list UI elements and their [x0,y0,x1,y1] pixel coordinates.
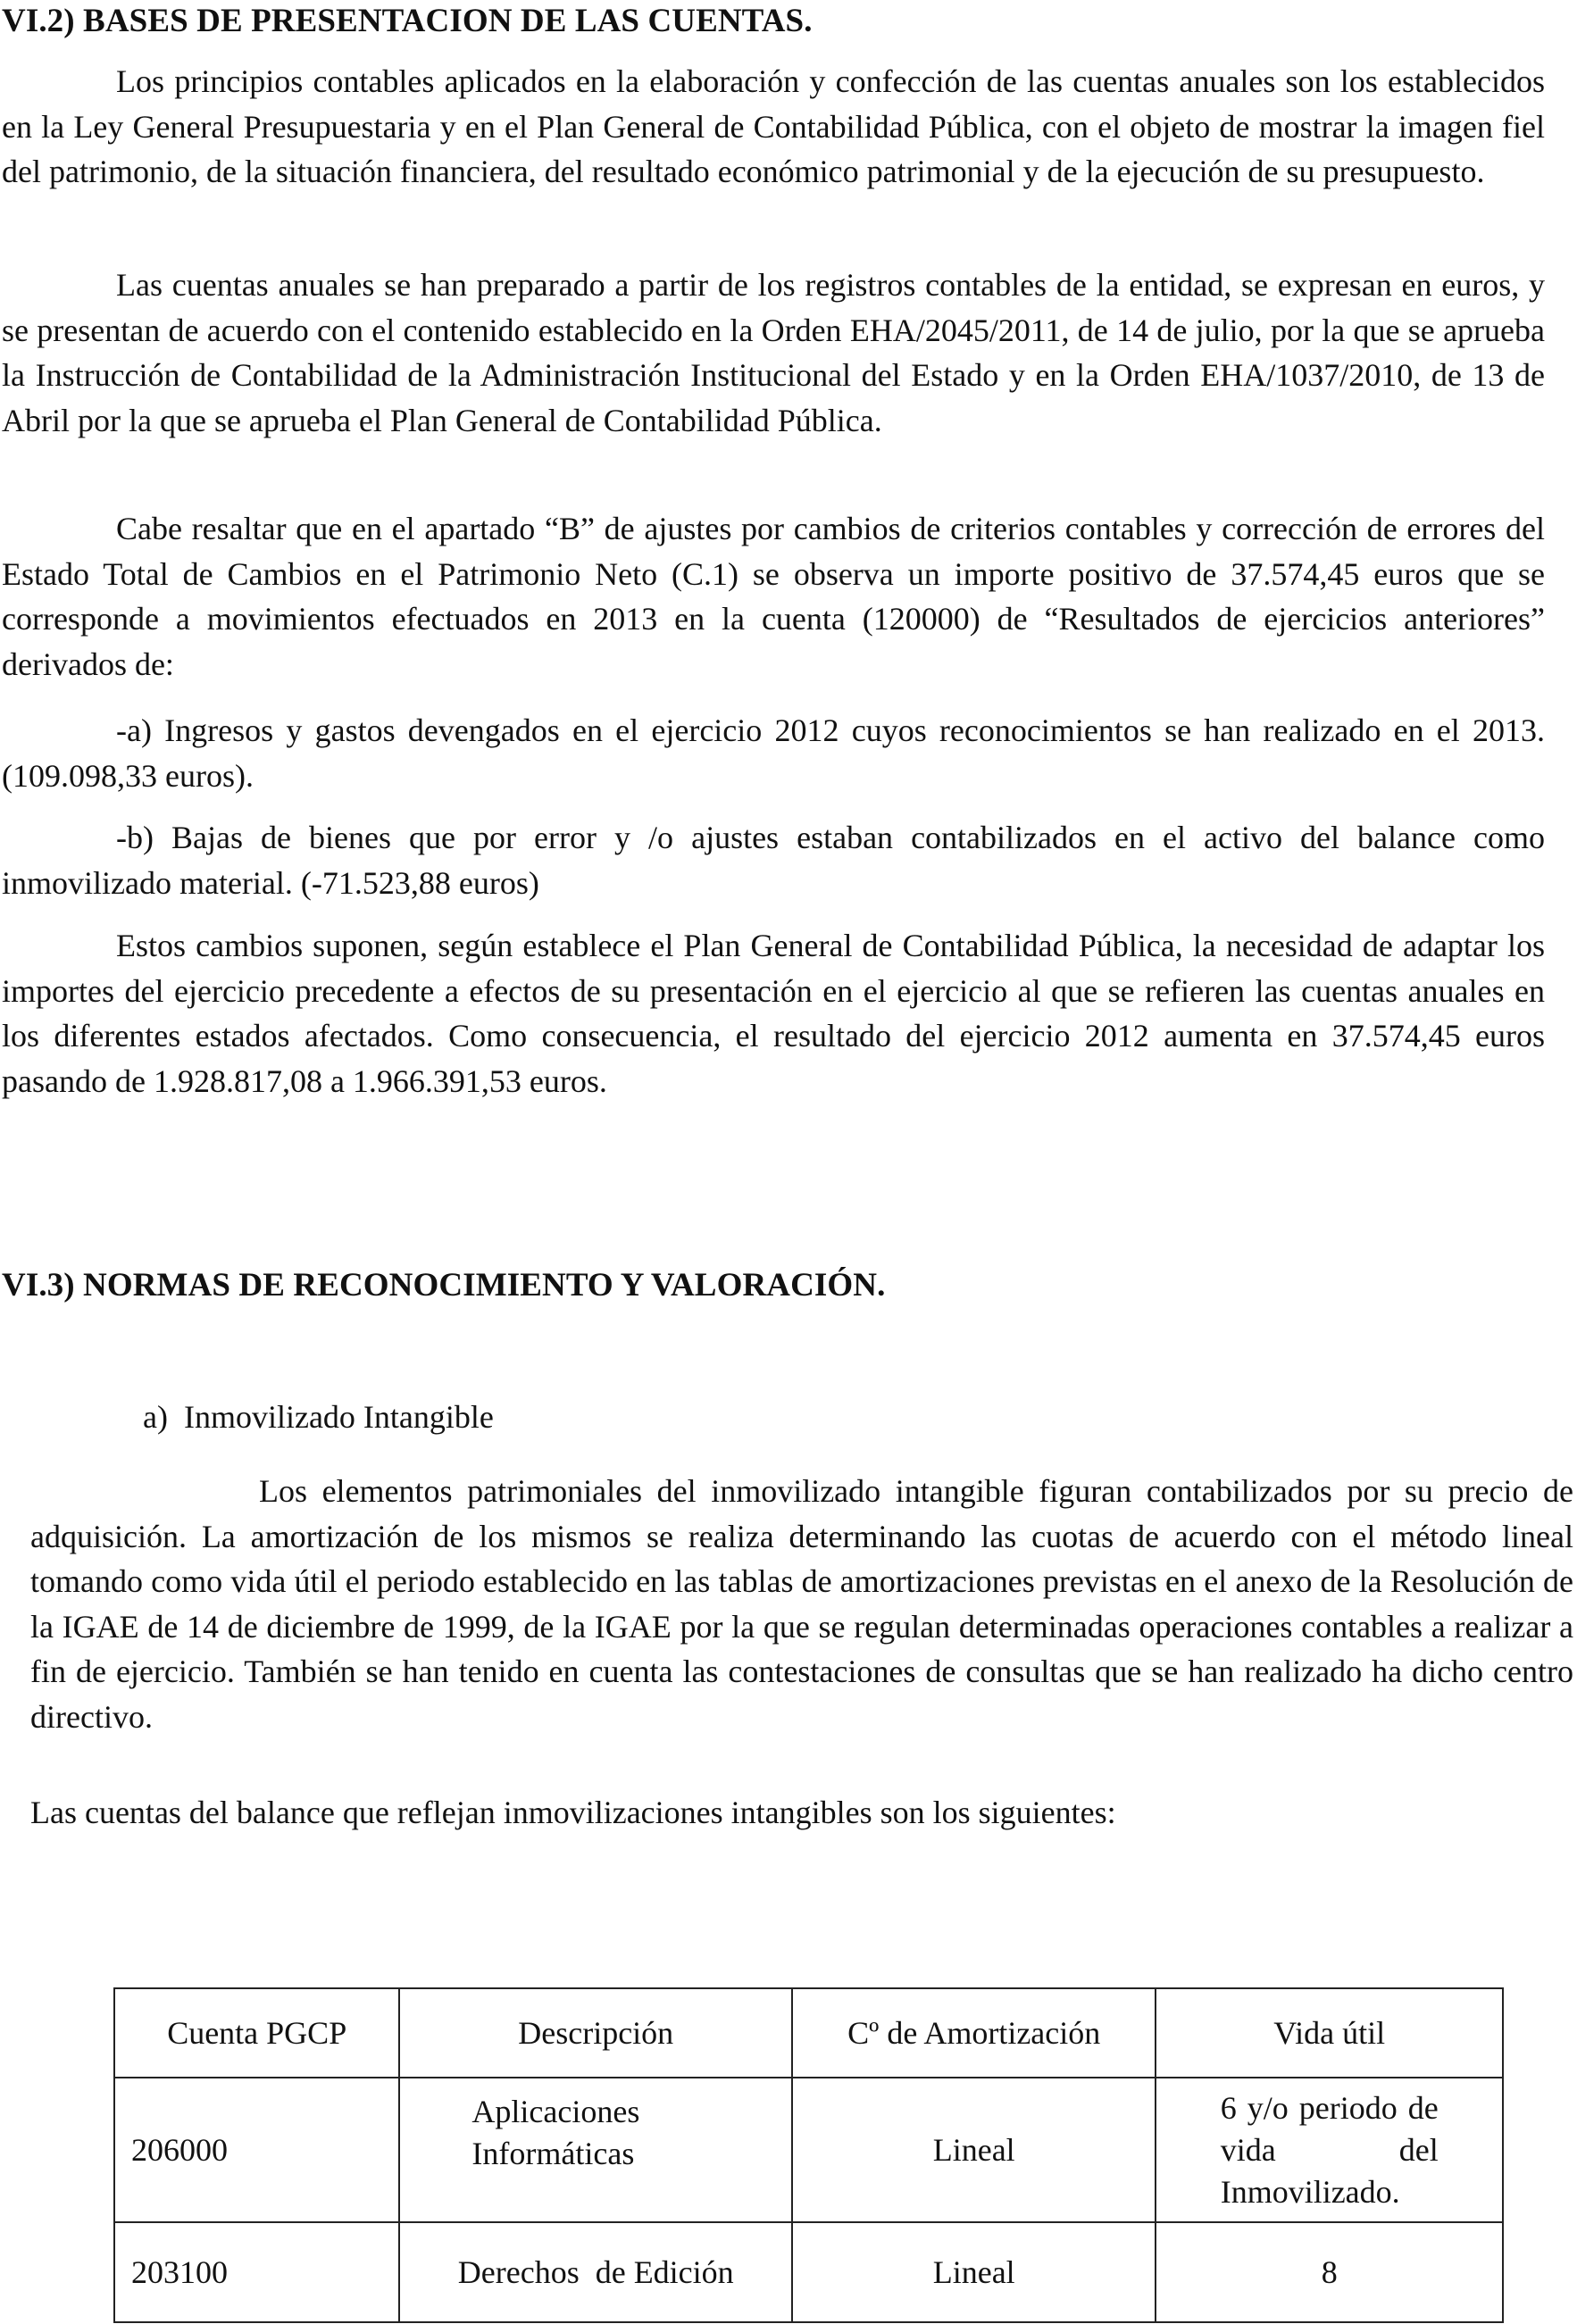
cell-cuenta: 203100 [114,2222,399,2322]
column-header-amortizacion: Cº de Amortización [792,1988,1156,2078]
paragraph-item-a: -a) Ingresos y gastos devengados en el ejercicio 2012 cuyos reconocimientos se han realizado en el 2013. (109.098,33 euros). [2,712,1545,794]
intangible-accounts-table [113,1987,1504,2323]
subheading-inmovilizado-intangible: a) Inmovilizado Intangible [143,1399,494,1435]
cell-vida-util [1156,2078,1503,2222]
cell-cuenta: 206000 [114,2078,399,2222]
paragraph-ajustes: Cabe resaltar que en el apartado “B” de ajustes por cambios de criterios contables y corrección de errores del Estado Total de Cambios en el Patrimonio Neto (C.1) se observa un importe positivo de 37.574,45 euros que se corresponde a movimientos efectuados en 2013 en la cuenta (120000) de “Resultados de ejercicios anteriores” derivados de: [2,511,1545,682]
column-header-vida-util: Vida útil [1156,1988,1503,2078]
cell-vida-util: 8 [1156,2222,1503,2322]
paragraph-item-b: -b) Bajas de bienes que por error y /o ajustes estaban contabilizados en el activo del balance como inmovilizado material. (-71.523,88 euros) [2,820,1545,901]
paragraph-elementos-patrimoniales: Los elementos patrimoniales del inmovilizado intangible figuran contabilizados por su precio de adquisición. La amortización de los mismos se realiza determinando las cuotas de acuerdo con el método lineal tomando como vida útil el periodo establecido en las tablas de amortizaciones previstas en el anexo de la Resolución de la IGAE de 14 de diciembre de 1999, de la IGAE por la que se regulan determinadas operaciones contables a realizar a fin de ejercicio. También se han tenido en cuenta las contestaciones de consultas que se han realizado ha dicho centro directivo. [30,1473,1573,1735]
paragraph-principios: Los principios contables aplicados en la elaboración y confección de las cuentas anuales son los establecidos en la Ley General Presupuestaria y en el Plan General de Contabilidad Pública, con el objeto de mostrar la imagen fiel del patrimonio, de la situación financiera, del resultado económico patrimonial y de la ejecución de su presupuesto. [2,63,1545,189]
table-row [114,2078,1503,2222]
paragraph-cuentas-anuales: Las cuentas anuales se han preparado a partir de los registros contables de la entidad, se expresan en euros, y se presentan de acuerdo con el contenido establecido en la Orden EHA/2045/2011, de 14 de julio, por la que se aprueba la Instrucción de Contabilidad de la Administración Institucional del Estado y en la Orden EHA/1037/2010, de 13 de Abril por la que se aprueba el Plan General de Contabilidad Pública. [2,267,1545,438]
cell-descripcion [399,2078,792,2222]
column-header-descripcion: Descripción [399,1988,792,2078]
cell-amortizacion: Lineal [792,2078,1156,2222]
paragraph-cambios: Estos cambios suponen, según establece el Plan General de Contabilidad Pública, la necesidad de adaptar los importes del ejercicio precedente a efectos de su presentación en el ejercicio al que se refieren las cuentas anuales en los diferentes estados afectados. Como consecuencia, el resultado del ejercicio 2012 aumenta en 37.574,45 euros pasando de 1.928.817,08 a 1.966.391,53 euros. [2,928,1545,1099]
section-heading-bases: VI.2) BASES DE PRESENTACION DE LAS CUENTAS. [2,3,813,39]
vida-util-text: 6 y/o periodo de vida del Inmovilizado. [1220,2089,1439,2210]
cell-descripcion: Derechos de Edición [399,2222,792,2322]
cell-amortizacion: Lineal [792,2222,1156,2322]
descripcion-text: Aplicaciones Informáticas [471,2094,640,2171]
table-header-row [114,1988,1503,2078]
table-row [114,2222,1503,2322]
column-header-cuenta: Cuenta PGCP [114,1988,399,2078]
paragraph-cuentas-balance: Las cuentas del balance que reflejan inmovilizaciones intangibles son los siguientes: [30,1795,1116,1830]
section-heading-normas: VI.3) NORMAS DE RECONOCIMIENTO Y VALORACIÓN. [2,1267,886,1304]
